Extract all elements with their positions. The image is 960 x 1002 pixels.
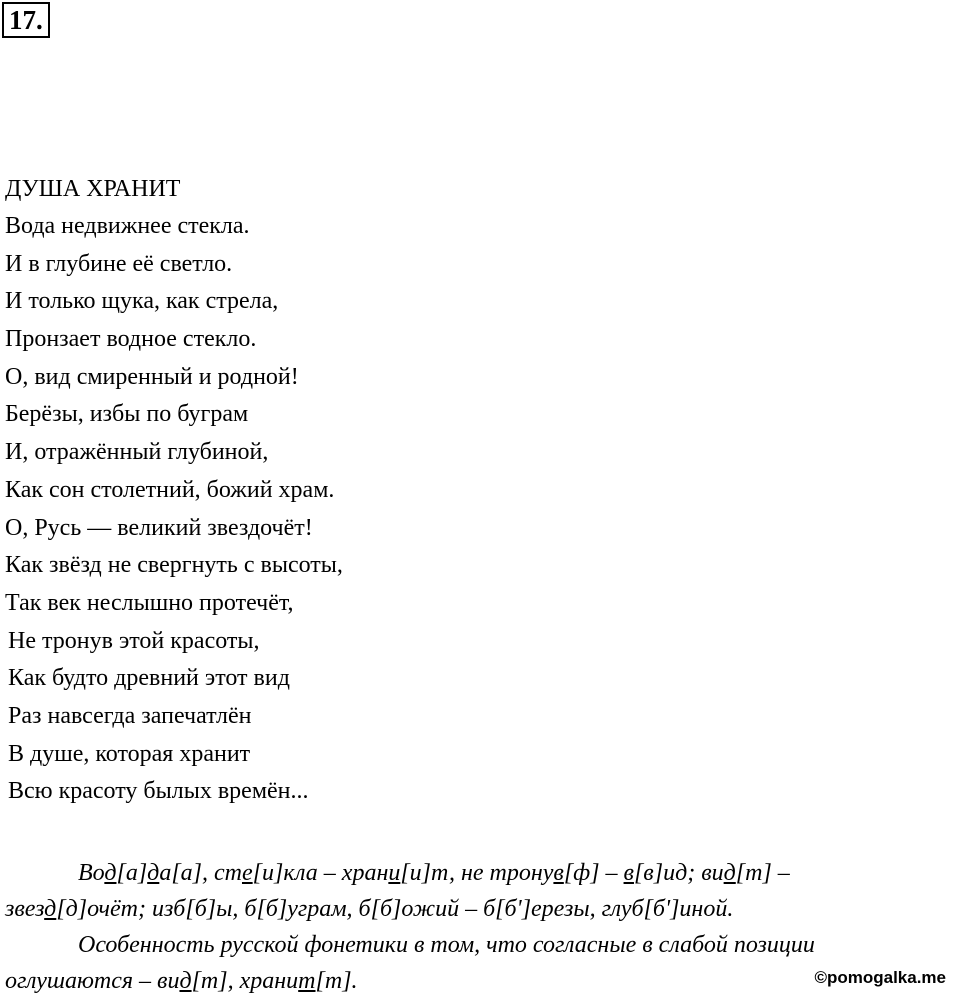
- analysis-text: [т].: [315, 968, 358, 994]
- poem-line: И в глубине её светло.: [5, 250, 233, 277]
- poem-line: О, вид смиренный и родной!: [5, 363, 299, 390]
- analysis-text: звез: [5, 896, 45, 922]
- poem-line: И, отражённый глубиной,: [5, 439, 269, 466]
- poem-line: Так век неслышно протечёт,: [5, 589, 294, 616]
- poem-line: Всю красоту былых времён...: [8, 778, 309, 805]
- poem-line: И только щука, как стрела,: [5, 288, 279, 315]
- watermark: ©pomogalka.me: [814, 968, 946, 987]
- analysis-line-2: [5, 891, 960, 927]
- analysis-line-3: Особенность русской фонетики в том, что согласные в слабой позиции: [78, 932, 815, 958]
- underlined-letter: д: [179, 968, 192, 994]
- underlined-letter: в: [553, 860, 564, 886]
- analysis-text: Во: [78, 860, 105, 886]
- poem-line: Как будто древний этот вид: [8, 665, 290, 692]
- underlined-letter: в: [623, 860, 634, 886]
- underlined-letter: е: [241, 860, 253, 886]
- poem-line: Пронзает водное стекло.: [5, 326, 257, 353]
- poem-line: Как сон столетний, божий храм.: [5, 476, 335, 503]
- poem-line: Не тронув этой красоты,: [8, 627, 260, 654]
- analysis-text: [и]кла – хран: [252, 860, 389, 886]
- analysis-line-1: [5, 855, 960, 891]
- analysis-text: [т], храни: [191, 968, 299, 994]
- poem-line: Берёзы, избы по буграм: [5, 401, 249, 428]
- analysis-text: [а]: [116, 860, 148, 886]
- analysis-text: [д]очёт; изб[б]ы, б[б]уграм, б[б]ожий – б[б']ерезы, глуб[б']иной.: [56, 896, 734, 922]
- analysis-text: оглушаются – ви: [5, 968, 180, 994]
- underlined-letter: д: [104, 860, 117, 886]
- poem-line: Раз навсегда запечатлён: [8, 702, 252, 729]
- task-number: 17.: [2, 2, 50, 38]
- analysis-text: [т] –: [735, 860, 790, 886]
- analysis-text: [ф] –: [563, 860, 624, 886]
- underlined-letter: д: [723, 860, 736, 886]
- poem-lines: [5, 208, 343, 811]
- poem: [5, 171, 343, 811]
- analysis-text: [а], ст: [171, 860, 242, 886]
- poem-line: Как звёзд не свергнуть с высоты,: [5, 552, 343, 579]
- analysis-text: [в]ид; ви: [633, 860, 724, 886]
- poem-title: ДУША ХРАНИТ: [5, 176, 181, 202]
- poem-line: В душе, которая хранит: [8, 740, 251, 767]
- underlined-letter: д: [147, 860, 160, 886]
- underlined-letter: д: [44, 896, 57, 922]
- analysis-text: [и]т, не трону: [400, 860, 554, 886]
- poem-line: О, Русь — великий звездочёт!: [5, 514, 313, 541]
- underlined-letter: т: [298, 968, 316, 994]
- underlined-letter: и: [388, 860, 401, 886]
- poem-line: Вода недвижнее стекла.: [5, 213, 250, 239]
- analysis-text: а: [159, 860, 172, 886]
